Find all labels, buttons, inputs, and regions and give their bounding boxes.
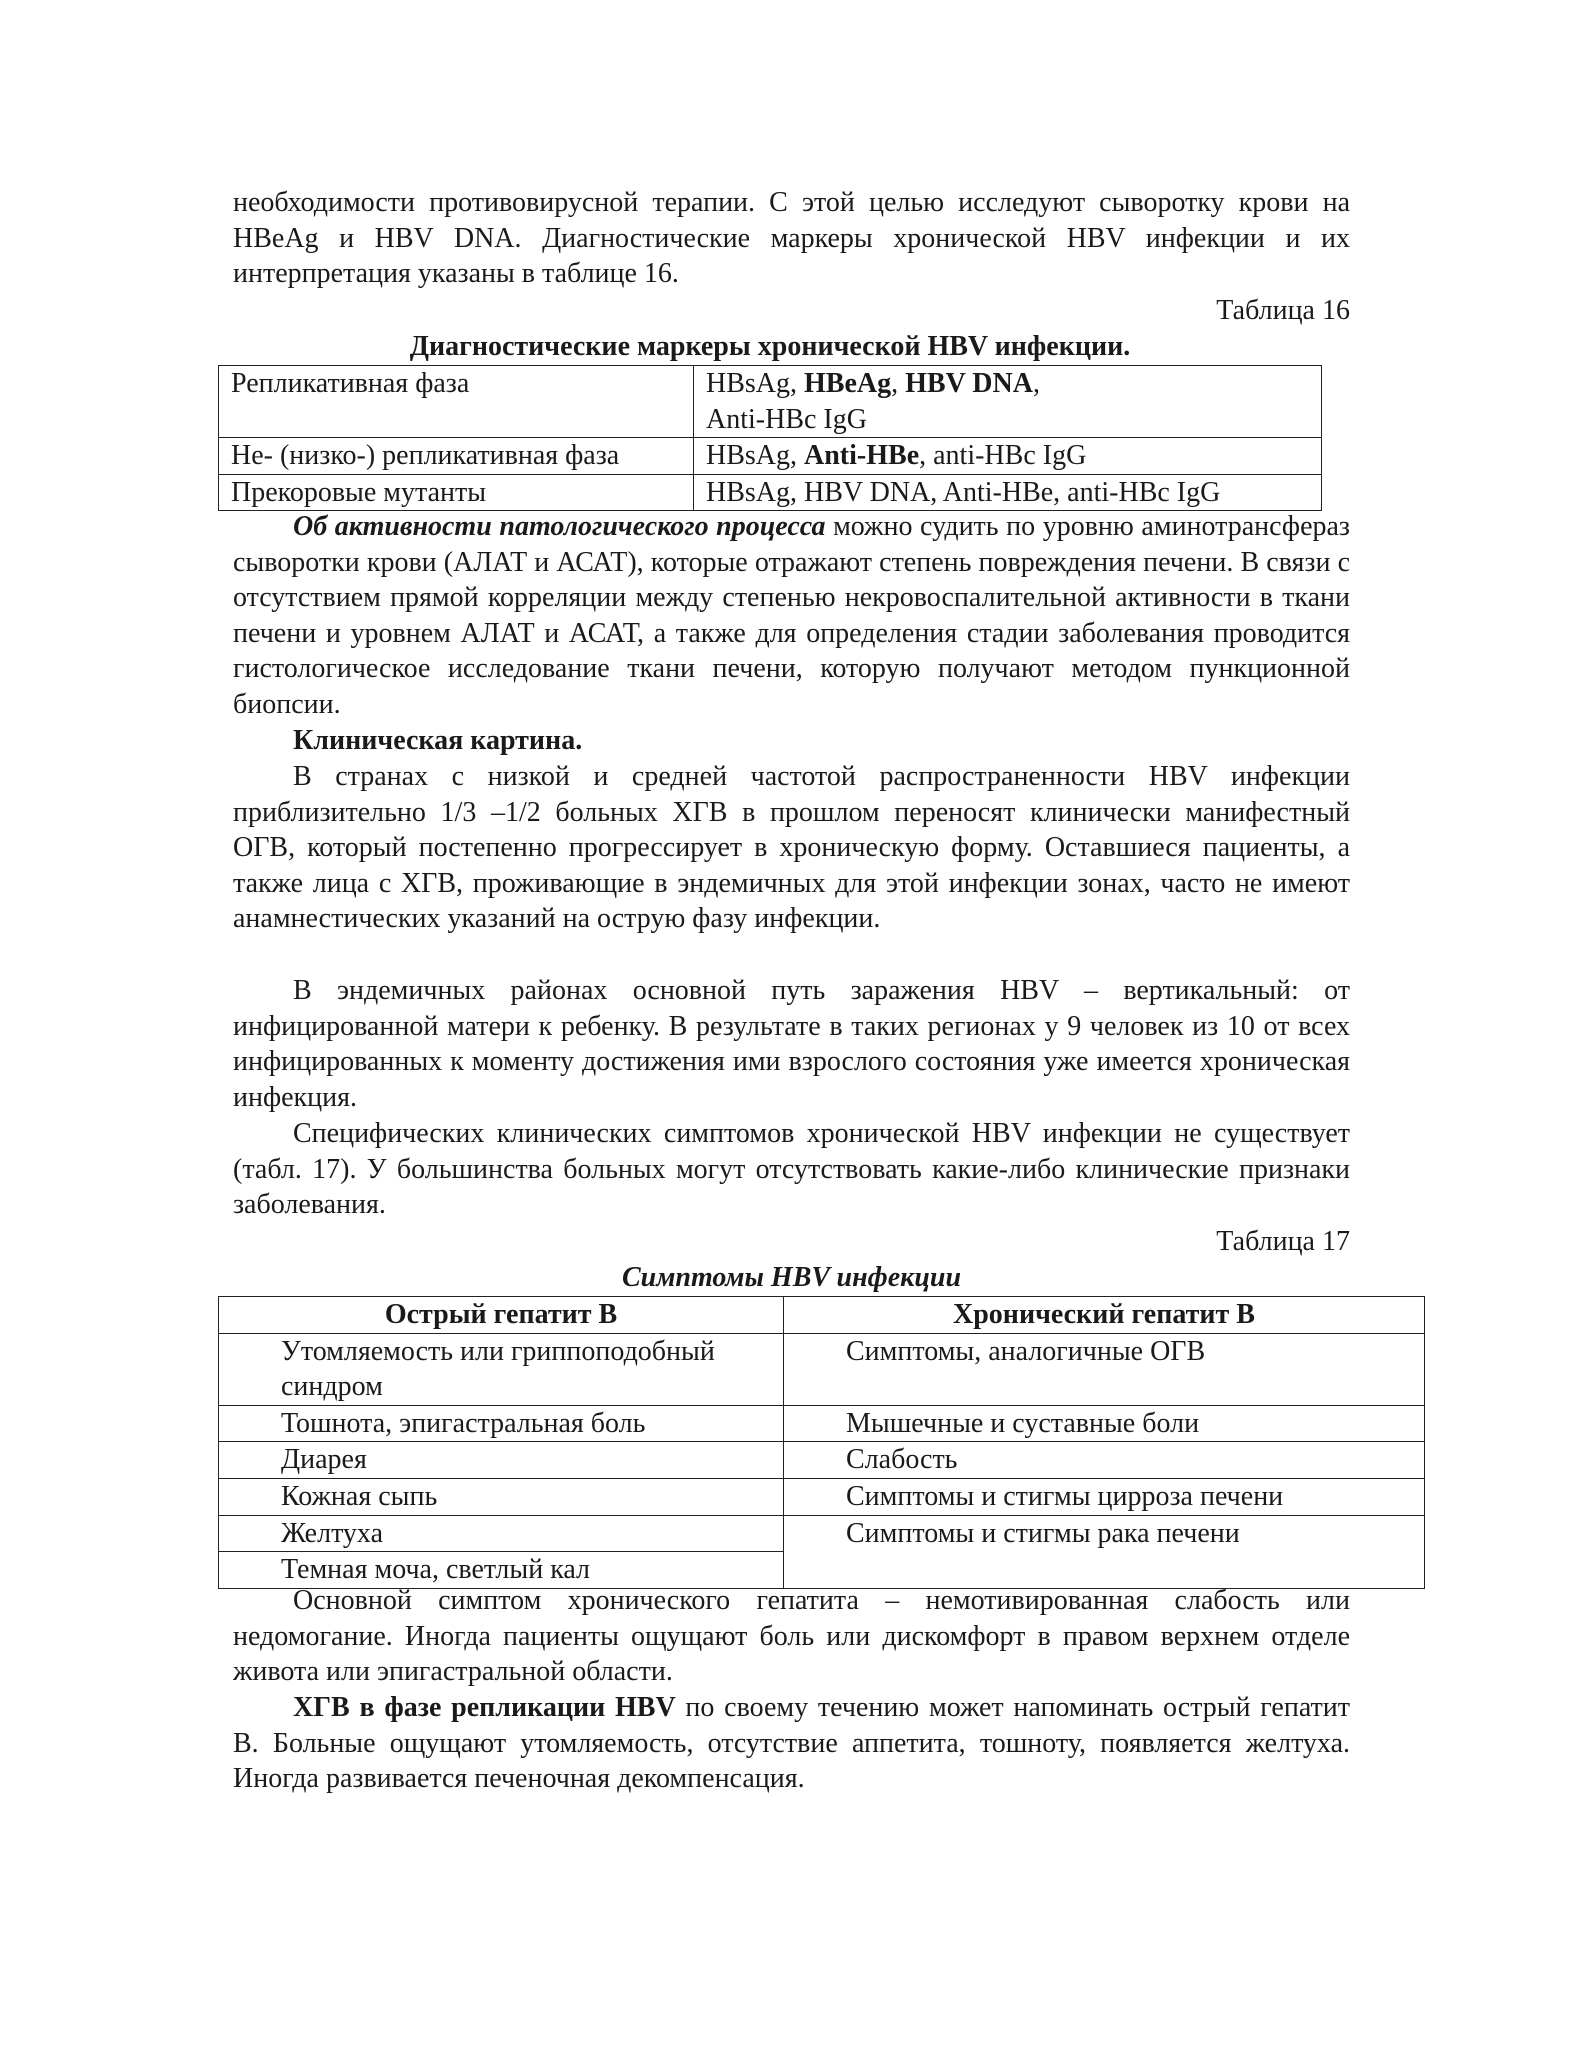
marker-bold: HBV DNA — [905, 368, 1033, 399]
activity-paragraph — [233, 509, 1350, 723]
marker-text: HBsAg, — [706, 440, 805, 472]
clinical-paragraph-1: В странах с низкой и средней частотой распространенности HBV инфекции приблизительно 1/3 –1/2 больных ХГВ в прошлом переносят клинически манифестный ОГВ, который постепенно прогрессирует в хроническую форму. Оставшиеся пациенты, а также лица с ХГВ, проживающие в эндемичных для этой инфекции зонах, часто не имеют анамнестических указаний на острую фазу инфекции. — [233, 761, 1350, 935]
replication-lead: ХГВ в фазе репликации HBV — [293, 1692, 676, 1723]
acute-symptom-cell: Утомляемость или гриппоподобный синдром — [219, 1333, 784, 1405]
table-header-row — [219, 1297, 1425, 1334]
table16-phase-cell: Не- (низко-) репликативная фаза — [219, 438, 694, 475]
table16-markers-cell: HBsAg, HBV DNA, Anti-HBe, anti-HBc IgG — [694, 474, 1322, 511]
table-row — [219, 1478, 1425, 1515]
table16-title: Диагностические маркеры хронической HBV инфекции. — [409, 331, 1131, 362]
table17-col2-header: Хронический гепатит В — [784, 1297, 1425, 1334]
table-row — [219, 366, 1322, 438]
table-row — [219, 1515, 1425, 1552]
table-row — [219, 1405, 1425, 1442]
acute-symptom-cell: Тошнота, эпигастральная боль — [219, 1405, 784, 1442]
table17-label: Таблица 17 — [1216, 1226, 1350, 1257]
marker-text: , anti-HBc IgG — [919, 440, 1087, 472]
chronic-symptom-cell: Симптомы и стигмы рака печени — [784, 1515, 1425, 1588]
acute-symptom-cell: Желтуха — [219, 1515, 784, 1552]
clinical-paragraph-3: Специфических клинических симптомов хронической HBV инфекции не существует (табл. 17). У большинства больных могут отсутствовать какие-либо клинические признаки заболевания. — [233, 1118, 1350, 1221]
acute-symptom-cell: Кожная сыпь — [219, 1478, 784, 1515]
chronic-symptom-cell: Симптомы, аналогичные ОГВ — [784, 1333, 1425, 1405]
table17-title: Симптомы HBV инфекции — [621, 1262, 962, 1293]
table16-label: Таблица 16 — [1216, 295, 1350, 326]
acute-symptom-cell: Темная моча, светлый кал — [219, 1552, 784, 1589]
marker-text: , — [1032, 368, 1040, 399]
table16-phase-cell: Прекоровые мутанты — [219, 474, 694, 511]
chronic-symptom-cell: Мышечные и суставные боли — [784, 1405, 1425, 1442]
table16-markers-cell — [694, 438, 1322, 475]
marker-text: , — [891, 368, 906, 399]
main-symptom-paragraph: Основной симптом хронического гепатита – немотивированная слабость или недомогание. Иногда пациенты ощущают боль или дискомфорт в правом верхнем отделе живота или эпигастральной области. — [233, 1585, 1350, 1688]
marker-text: HBsAg, — [706, 368, 805, 399]
activity-lead: Об активности патологического процесса — [293, 511, 826, 542]
table-row — [219, 474, 1322, 511]
clinical-heading — [233, 723, 1350, 759]
replication-text: по своему течению может напоминать острый гепатит В. Больные ощущают утомляемость, отсутствие аппетита, тошноту, появляется желтуха. Иногда развивается печеночная декомпенсация. — [233, 1692, 1350, 1795]
table17 — [218, 1296, 1425, 1589]
activity-text: можно судить по уровню аминотрансфераз сыворотки крови (АЛАТ и АСАТ), которые отражают степень повреждения печени. В связи с отсутствием прямой корреляции между степенью некровоспалительной активности в ткани печени и уровнем АЛАТ и АСАТ, а также для определения стадии заболевания проводится гистологическое исследование ткани печени, которую получают методом пункционной биопсии. — [233, 511, 1350, 720]
marker-bold: Anti-HBe — [804, 440, 920, 472]
clinical-paragraph-2: В эндемичных районах основной путь заражения HBV – вертикальный: от инфицированной матери к ребенку. В результате в таких регионах у 9 человек из 10 от всех инфицированных к моменту достижения ими взрослого состояния уже имеется хроническая инфекция. — [233, 975, 1350, 1113]
clinical-heading-text: Клиническая картина. — [293, 725, 583, 756]
table17-col1-header: Острый гепатит В — [219, 1297, 784, 1334]
intro-paragraph: необходимости противовирусной терапии. С этой целью исследуют сыворотку крови на HBeAg и HBV DNA. Диагностические маркеры хронической HBV инфекции и их интерпретация указаны в таблице 16. — [233, 187, 1350, 290]
table16-phase-cell: Репликативная фаза — [219, 366, 694, 438]
table-row — [219, 1333, 1425, 1405]
chronic-symptom-cell: Симптомы и стигмы цирроза печени — [784, 1478, 1425, 1515]
marker-bold: HBeAg — [804, 368, 892, 399]
marker-text: Anti-HBc IgG — [706, 403, 867, 435]
chronic-symptom-cell: Слабость — [784, 1442, 1425, 1479]
table-row — [219, 438, 1322, 475]
table16-markers-cell — [694, 366, 1322, 438]
acute-symptom-cell: Диарея — [219, 1442, 784, 1479]
table-row — [219, 1442, 1425, 1479]
replication-paragraph — [233, 1690, 1350, 1797]
table16 — [218, 365, 1322, 511]
